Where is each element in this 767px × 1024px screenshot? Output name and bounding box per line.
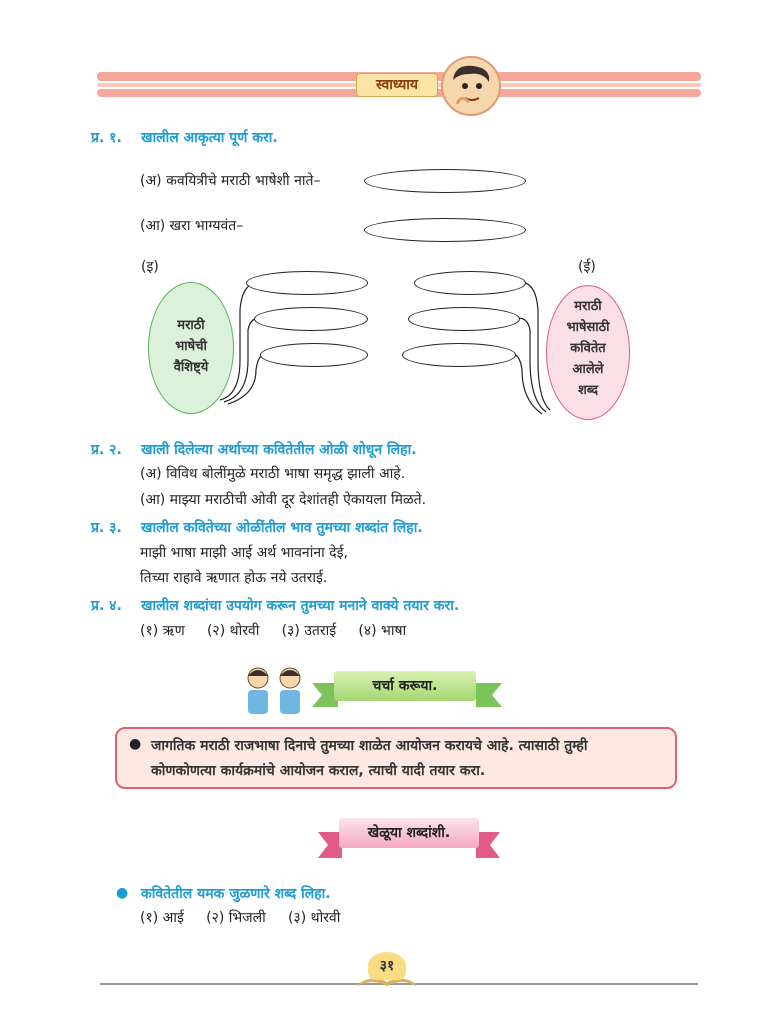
right-circle-line-4: आलेले: [572, 362, 604, 377]
discuss-box: [115, 727, 677, 789]
marathi-features-circle: [148, 282, 234, 414]
q2-aa-text: (आ) माझ्या मराठीची ओवी दूर देशांतही ऐकायला मिळते.: [140, 492, 427, 508]
right-circle-line-5: शब्द: [577, 383, 599, 398]
q3-title: खालील कवितेच्या ओळींतील भाव तुमच्या शब्दांत लिहा.: [141, 520, 423, 536]
q2-title: खाली दिलेल्या अर्थाच्या कवितेतील ओळी शोधून लिहा.: [141, 442, 417, 458]
q2-label: प्र. २.: [91, 442, 122, 458]
left-oval-3[interactable]: [260, 343, 368, 367]
bullet-icon: ●: [129, 736, 142, 752]
q3-line-2: तिच्या राहावे ऋणात होऊ नये उतराई.: [140, 570, 328, 586]
q1-ii-label: (ई): [578, 259, 596, 275]
q3-line-1: माझी भाषा माझी आई अर्थ भावनांना देई,: [140, 545, 348, 561]
discuss-line-2: कोणकोणत्या कार्यक्रमांचे आयोजन कराल, त्याची यादी तयार करा.: [151, 763, 486, 779]
right-circle-line-2: भाषेसाठी: [566, 320, 610, 335]
diagram-connectors: [200, 270, 580, 420]
discuss-line-1: जागतिक मराठी राजभाषा दिनाचे तुमच्या शाळेत आयोजन करायचे आहे. त्यासाठी तुम्ही: [151, 738, 588, 754]
play-task: कवितेतील यमक जुळणारे शब्द लिहा.: [141, 886, 331, 902]
left-circle-line-3: वैशिष्ट्ये: [173, 360, 209, 375]
q3-label: प्र. ३.: [91, 520, 122, 536]
q1-aa-answer-oval[interactable]: [364, 218, 526, 242]
left-circle-line-2: भाषेची: [175, 339, 207, 354]
left-oval-2[interactable]: [254, 307, 368, 331]
marathi-words-circle: [546, 285, 630, 420]
q1-aa-text: (आ) खरा भाग्यवंत–: [140, 218, 244, 234]
discuss-banner: चर्चा करूया.: [334, 671, 476, 701]
girls-talking-illustration: [240, 664, 310, 720]
play-banner: खेळूया शब्दांशी.: [339, 818, 479, 848]
right-oval-3[interactable]: [402, 343, 516, 367]
q1-i-label: (इ): [141, 259, 159, 275]
section-title: स्वाध्याय: [356, 73, 438, 97]
q1-title: खालील आकृत्या पूर्ण करा.: [141, 130, 278, 146]
q4-words: (१) ऋण (२) थोरवी (३) उतराई (४) भाषा: [140, 623, 407, 639]
q4-title: खालील शब्दांचा उपयोग करून तुमच्या मनाने वाक्ये तयार करा.: [141, 598, 460, 614]
play-words: (१) आई (२) भिजली (३) थोरवी: [140, 910, 341, 926]
right-circle-line-1: मराठी: [574, 299, 602, 314]
right-circle-line-3: कवितेत: [570, 341, 606, 356]
thinking-boy-illustration: [441, 56, 501, 116]
left-circle-line-1: मराठी: [177, 318, 205, 333]
left-oval-1[interactable]: [246, 271, 368, 295]
q2-a-text: (अ) विविध बोलींमुळे मराठी भाषा समृद्ध झाली आहे.: [140, 466, 406, 482]
right-oval-1[interactable]: [414, 271, 526, 295]
q1-a-text: (अ) कवयित्रीचे मराठी भाषेशी नाते–: [140, 173, 321, 189]
right-oval-2[interactable]: [408, 307, 520, 331]
q4-label: प्र. ४.: [91, 598, 122, 614]
q1-a-answer-oval[interactable]: [364, 169, 526, 193]
q1-label: प्र. १.: [91, 130, 122, 146]
play-bullet-icon: ●: [116, 885, 129, 901]
page-number: ३१: [368, 952, 406, 980]
